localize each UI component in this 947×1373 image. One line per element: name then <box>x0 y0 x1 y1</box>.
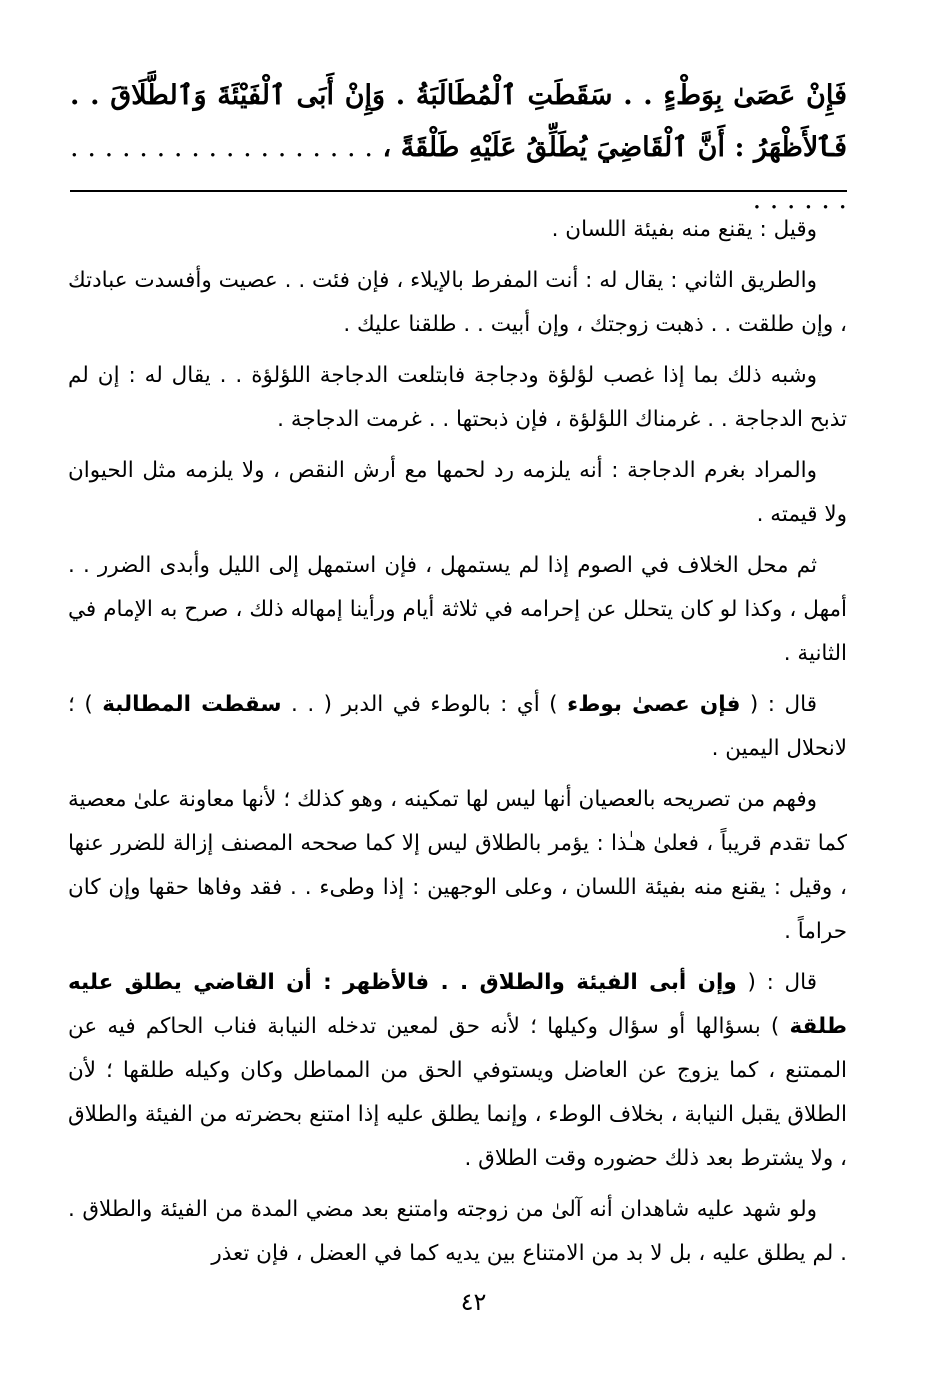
commentary-text: ) أي : بالوطء في الدبر ( . . <box>281 692 568 717</box>
matn-quote: فإن عصىٰ بوطء <box>567 692 741 717</box>
paragraph: ولو شهد عليه شاهدان أنه آلىٰ من زوجته وامتنع بعد مضي المدة من الفيئة والطلاق . . لم يطلق عليه ، بل لا بد من الامتناع بين يديه كما في العضل ، فإن تعذر <box>68 1197 847 1266</box>
commentary-block <box>68 208 847 1283</box>
quote-open: قال : ( <box>736 970 817 995</box>
paragraph: وشبه ذلك بما إذا غصب لؤلؤة ودجاجة فابتلعت الدجاجة اللؤلؤة . . يقال له : إن لم تذبح الدجاجة . . غرمناك اللؤلؤة ، فإن ذبحتها . . غرمت الدجاجة . <box>68 363 847 432</box>
paragraph <box>68 961 847 1181</box>
paragraph <box>68 683 847 771</box>
matn-dots: . . . . . . . . . . . . . . . . . . . . . . . . <box>70 132 847 215</box>
page-number: ٤٢ <box>460 1288 487 1316</box>
paragraph: وفهم من تصريحه بالعصيان أنها ليس لها تمكينه ، وهو كذلك ؛ لأنها معاونة علىٰ معصية كما تقدم قريباً ، فعلىٰ هـٰذا : يؤمر بالطلاق ليس إلا كما صححه المصنف إزالة للضرر عنها ، وقيل : يقنع منه بفيئة اللسان ، وعلى الوجهين : إذا وطىء . . فقد وفاها حقها وإن كان حراماً . <box>68 787 847 944</box>
separator-rule <box>70 190 847 192</box>
paragraph: والطريق الثاني : يقال له : أنت المفرط بالإيلاء ، فإن فئت . . عصيت وأفسدت عبادتك ، وإن طلقت . . ذهبت زوجتك ، وإن أبيت . . طلقنا عليك . <box>68 268 847 337</box>
matn-text-block <box>70 70 847 226</box>
commentary-text: ) ؛ لانحلال اليمين . <box>68 692 847 761</box>
quote-open: قال : ( <box>740 692 817 717</box>
matn-quote: وإن أبى الفيئة والطلاق . . فالأظهر : أن القاضي يطلق عليه طلقة <box>68 970 847 1039</box>
commentary-text: ) بسؤالها أو سؤال وكيلها ؛ لأنه حق لمعين تدخله النيابة فناب الحاكم فيه عن الممتنع ، كما يزوج عن العاضل ويستوفي الحق من المماطل وكان وكيله طلقها ؛ لأن الطلاق يقبل النيابة ، بخلاف الوطء ، وإنما يطلق عليه إذا امتنع بحضرته من الفيئة والطلاق ، ولا يشترط بعد ذلك حضوره وقت الطلاق . <box>68 1014 847 1171</box>
paragraph: والمراد بغرم الدجاجة : أنه يلزمه رد لحمها مع أرش النقص ، ولا يلزمه مثل الحيوان ولا قيمته . <box>68 458 847 527</box>
matn-quote: سقطت المطالبة <box>102 692 282 717</box>
matn-text: فَإِنْ عَصَىٰ بِوَطْءٍ . . سَقَطَتِ ٱلْمُطَالَبَةُ . وَإِنْ أَبَى ٱلْفَيْئَةَ وَٱلطَّلَاقَ . . فَٱلأَظْهَرُ : أَنَّ ٱلْقَاضِيَ يُطَلِّقُ عَلَيْهِ طَلْقَةً ، <box>70 80 848 163</box>
paragraph: وقيل : يقنع منه بفيئة اللسان . <box>551 217 817 242</box>
paragraph: ثم محل الخلاف في الصوم إذا لم يستمهل ، فإن استمهل إلى الليل وأبدى الضرر . . أمهل ، وكذا لو كان يتحلل عن إحرامه في ثلاثة أيام ورأينا إمهاله ذلك ، صرح به الإمام في الثانية . <box>68 553 847 666</box>
